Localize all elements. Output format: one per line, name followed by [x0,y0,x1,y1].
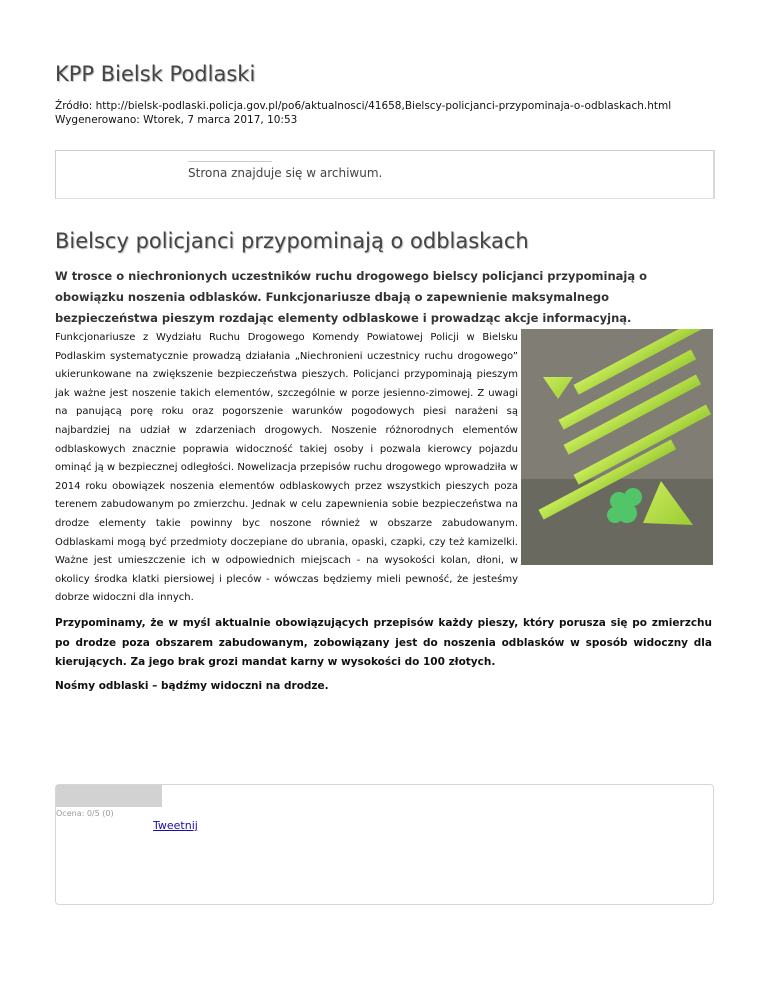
reflective-bands-image [521,329,713,565]
social-box [55,784,714,905]
source-url: Źródło: http://bielsk-podlaski.policja.gov.pl/po6/aktualnosci/41658,Bielscy-policjanci-przypominaja-o-odblaskach.html [55,100,672,112]
tweet-link[interactable]: Tweetnij [153,819,198,832]
page-meta [55,99,671,127]
rating-text: Ocena: 0/5 (0) [56,809,114,818]
site-title: KPP Bielsk Podlaski [55,62,256,86]
article-lead: W trosce o niechronionych uczestników ruchu drogowego bielscy policjanci przypominają o obowiązku noszenia odblasków. Funkcjonariusze dbają o zapewnienie maksymalnego bezpieczeństwa pieszym rozdając elementy odblaskowe i prowadząc akcje informacyjną. [55,269,648,325]
article-paragraph-3: Nośmy odblaski – bądźmy widoczni na drodze. [55,680,329,692]
article-title: Bielscy policjanci przypominają o odblaskach [55,229,529,253]
rating-stars[interactable] [56,785,162,807]
archive-divider [188,161,272,162]
archive-notice-box [55,150,715,199]
article-paragraph-2: Przypominamy, że w myśl aktualnie obowiązujących przepisów każdy pieszy, który porusza się po zmierzchu po drodze poza obszarem zabudowanym, zobowiązany jest do noszenia odblasków w sposób widoczny dla kierujących. Za jego brak grozi mandat karny w wysokości do 100 złotych. [55,617,712,668]
archive-notice: Strona znajduje się w archiwum. [188,166,383,180]
generated-date: Wygenerowano: Wtorek, 7 marca 2017, 10:53 [55,114,298,126]
article-body: Funkcjonariusze z Wydziału Ruchu Drogowego Komendy Powiatowej Policji w Bielsku Podlaskim systematycznie prowadzą działania „Niechronieni uczestnicy ruchu drogowego” ukierunkowane na zwiększenie bezpieczeństwa pieszych. Policjanci przypominają pieszym jak ważne jest noszenie takich elementów, szczególnie w porze jesienno-zimowej. Z uwagi na panującą porę roku oraz pogorszenie warunków pogodowych piesi narażeni są najbardziej na udział w zdarzeniach drogowych. Noszenie różnorodnych elementów odblaskowych znacznie poprawia widoczność takiej osoby i pozwala kierowcy pojazdu ominąć ją w bezpiecznej odległości. Nowelizacja przepisów ruchu drogowego wprowadziła w 2014 roku obowiązek noszenia elementów odblaskowych przez wszystkich pieszych poza terenem zabudowanym po zmierzchu. Jednak w celu zapewnienia sobie bezpieczeństwa na drodze elementy takie powinny byc noszone również w obszarze zabudowanym. Odblaskami mogą być przedmioty doczepiane do ubrania, opaski, czapki, czy też kamizelki. Ważne jest umieszczenie ich w odpowiednich miejscach - na wysokości kolan, dłoni, w okolicy środka klatki piersiowej i pleców - wówczas będziemy mieli pewność, że jesteśmy dobrze widoczni dla innych. [55,332,518,604]
article-photo [521,329,713,565]
